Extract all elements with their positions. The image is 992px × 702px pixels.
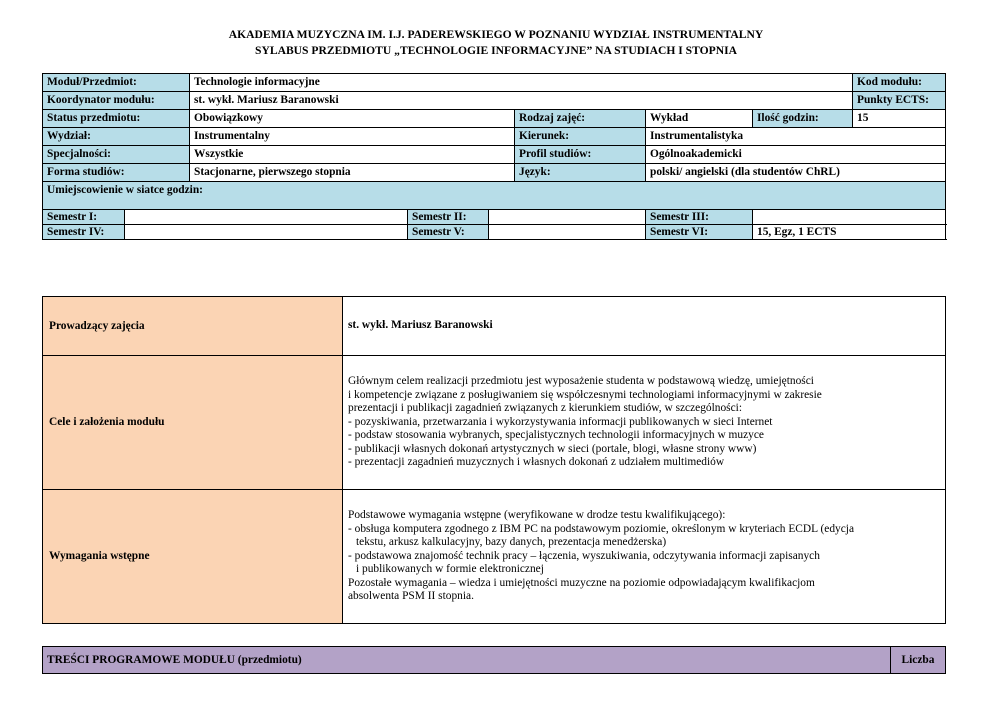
wymagania-label: Wymagania wstępne bbox=[43, 490, 343, 624]
wymagania-text bbox=[343, 490, 946, 624]
ilosc-label: Ilość godzin: bbox=[753, 110, 853, 128]
kierunek-label: Kierunek: bbox=[515, 128, 646, 146]
ects-label: Punkty ECTS: bbox=[853, 92, 946, 110]
prowadzacy-value: st. wykł. Mariusz Baranowski bbox=[343, 297, 946, 356]
specjalnosci-label: Specjalności: bbox=[43, 146, 190, 164]
semestr1-value bbox=[125, 210, 408, 225]
semestr4-value bbox=[125, 225, 408, 240]
rodzaj-value: Wykład bbox=[646, 110, 753, 128]
wymagania-line: tekstu, arkusz kalkulacyjny, bazy danych, prezentacja menedżerska) bbox=[356, 536, 667, 549]
wymagania-line: Pozostałe wymagania – wiedza i umiejętności muzyczne na poziomie odpowiadającym kwalifikacjom bbox=[348, 576, 815, 589]
semestr5-label: Semestr V: bbox=[408, 225, 489, 240]
forma-value: Stacjonarne, pierwszego stopnia bbox=[190, 164, 515, 182]
semestr1-label: Semestr I: bbox=[43, 210, 125, 225]
forma-label: Forma studiów: bbox=[43, 164, 190, 182]
cele-line: - pozyskiwania, przetwarzania i wykorzystywania informacji publikowanych w sieci Internet bbox=[348, 415, 773, 428]
semestr3-label: Semestr III: bbox=[646, 210, 753, 225]
wymagania-line: i publikowanych w formie elektronicznej bbox=[356, 563, 544, 576]
koordynator-label: Koordynator modułu: bbox=[43, 92, 190, 110]
wydzial-label: Wydział: bbox=[43, 128, 190, 146]
cele-line: i kompetencje związane z posługiwaniem się współczesnymi technologiami informacyjnymi w zakresie bbox=[348, 388, 822, 401]
semestr3-value bbox=[753, 210, 946, 225]
jezyk-value: polski/ angielski (dla studentów ChRL) bbox=[646, 164, 946, 182]
semestr4-label: Semestr IV: bbox=[43, 225, 125, 240]
cele-label: Cele i założenia modułu bbox=[43, 356, 343, 490]
koordynator-value: st. wykł. Mariusz Baranowski bbox=[190, 92, 853, 110]
module-details-table bbox=[42, 296, 946, 624]
kod-label: Kod modułu: bbox=[853, 74, 946, 92]
semestr2-label: Semestr II: bbox=[408, 210, 489, 225]
wymagania-line: - obsługa komputera zgodnego z IBM PC na podstawowym poziomie, określonym w kryteriach ECDL (edycja bbox=[348, 522, 855, 535]
cele-line: - publikacji własnych dokonań artystycznych w sieci (portale, blogi, własne strony www) bbox=[348, 442, 757, 455]
ilosc-value: 15 bbox=[853, 110, 946, 128]
module-info-table bbox=[42, 73, 946, 240]
semestr5-value bbox=[489, 225, 646, 240]
cele-line: prezentacji i publikacji zagadnień związanych z kierunkiem studiów, w szczególności: bbox=[348, 402, 742, 415]
prowadzacy-label: Prowadzący zajęcia bbox=[43, 297, 343, 356]
wymagania-line: absolwenta PSM II stopnia. bbox=[348, 590, 474, 603]
profil-value: Ogólnoakademicki bbox=[646, 146, 946, 164]
cele-line: Głównym celem realizacji przedmiotu jest wyposażenie studenta w podstawową wiedzę, umiejętności bbox=[348, 374, 814, 387]
cele-text bbox=[343, 356, 946, 490]
jezyk-label: Język: bbox=[515, 164, 646, 182]
modul-label: Moduł/Przedmiot: bbox=[43, 74, 190, 92]
semestr2-value bbox=[489, 210, 646, 225]
wymagania-line: - podstawowa znajomość technik pracy – łączenia, wyszukiwania, odczytywania informacji zapisanych bbox=[348, 549, 820, 562]
cele-line: - podstaw stosowania wybranych, specjalistycznych technologii informacyjnych w muzyce bbox=[348, 429, 764, 442]
tresci-label: TREŚCI PROGRAMOWE MODUŁU (przedmiotu) bbox=[43, 647, 891, 674]
liczba-label: Liczba bbox=[891, 647, 946, 674]
kierunek-value: Instrumentalistyka bbox=[646, 128, 946, 146]
semestr6-value: 15, Egz, 1 ECTS bbox=[753, 225, 946, 240]
wydzial-value: Instrumentalny bbox=[190, 128, 515, 146]
rodzaj-label: Rodzaj zajęć: bbox=[515, 110, 646, 128]
specjalnosci-value: Wszystkie bbox=[190, 146, 515, 164]
modul-value: Technologie informacyjne bbox=[190, 74, 853, 92]
status-value: Obowiązkowy bbox=[190, 110, 515, 128]
program-content-table bbox=[42, 646, 946, 674]
umiejscowienie-label: Umiejscowienie w siatce godzin: bbox=[43, 182, 946, 210]
wymagania-line: Podstawowe wymagania wstępne (weryfikowane w drodze testu kwalifikującego): bbox=[348, 508, 726, 521]
semestr6-label: Semestr VI: bbox=[646, 225, 753, 240]
profil-label: Profil studiów: bbox=[515, 146, 646, 164]
status-label: Status przedmiotu: bbox=[43, 110, 190, 128]
document-title-line1: AKADEMIA MUZYCZNA IM. I.J. PADEREWSKIEGO W POZNANIU WYDZIAŁ INSTRUMENTALNY bbox=[228, 28, 764, 41]
cele-line: - prezentacji zagadnień muzycznych i własnych dokonań z udziałem multimediów bbox=[348, 456, 725, 469]
document-title-line2: SYLABUS PRZEDMIOTU „TECHNOLOGIE INFORMACYJNE” NA STUDIACH I STOPNIA bbox=[255, 44, 737, 57]
